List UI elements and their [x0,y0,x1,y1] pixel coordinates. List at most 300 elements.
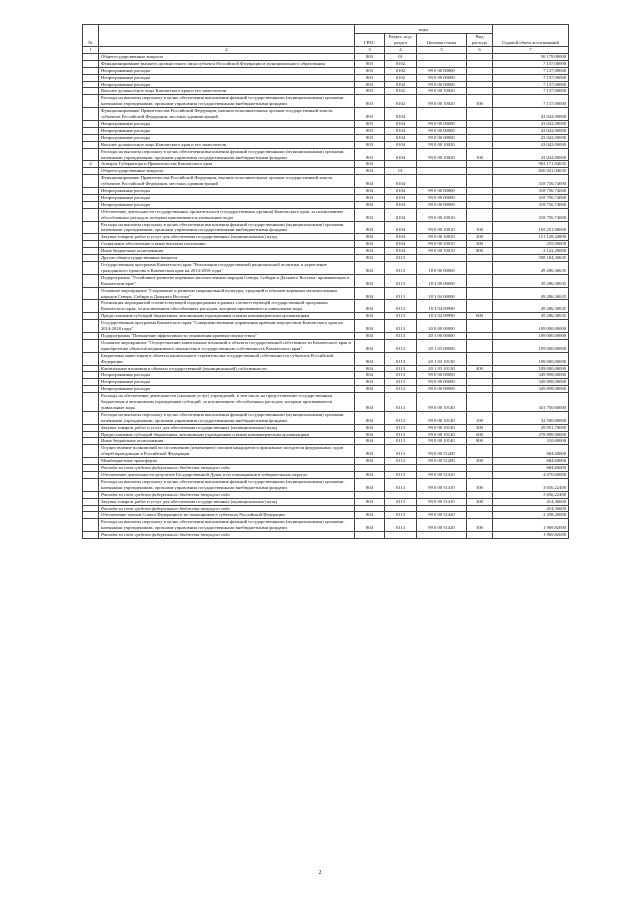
row-razdel: 0113 [385,431,417,438]
row-target-article: 99 0 00 10010 [417,241,467,248]
row-target-article: 20 1 00 00000 [417,332,467,339]
row-target-article: 99 0 00 00000 [417,134,467,141]
row-razdel: 0102 [385,95,417,108]
row-expense-type [467,262,493,275]
row-razdel [385,491,417,498]
row-razdel: 0113 [385,458,417,465]
row-expense-type [467,532,493,539]
row-grbs: 804 [355,512,385,519]
column-number: 1 [83,47,99,54]
row-amount: 43 042,00000 [493,134,569,141]
row-amount: 7 137,00000 [493,74,569,81]
row-amount: 49 286,30635 [493,300,569,313]
table-row [83,234,569,241]
row-grbs: 804 [355,161,385,168]
row-number [83,74,99,81]
row-razdel: 0113 [385,445,417,458]
row-grbs: 804 [355,168,385,175]
table-row [83,332,569,339]
row-target-article: 99 0 00 00000 [417,379,467,386]
table-row [83,161,569,168]
row-number [83,67,99,74]
row-target-article [417,465,467,472]
table-row [83,201,569,208]
row-target-article: 18 0 00 00000 [417,262,467,275]
row-target-article: 99 0 00 51420 [417,512,467,519]
table-row [83,491,569,498]
row-name: Капитальные вложения в объекты государственной (муниципальной) собственности [99,365,355,372]
row-target-article: 99 0 00 00000 [417,81,467,88]
table-row [83,53,569,60]
row-number [83,234,99,241]
row-number [83,88,99,95]
row-razdel: 0104 [385,241,417,248]
row-name: Непрограммные расходы [99,67,355,74]
row-target-article: 99 0 00 10140 [417,411,467,424]
table-row [83,386,569,393]
row-expense-type: 100 [467,221,493,234]
row-amount: 1 969,82000 [493,532,569,539]
row-amount: 49 286,30635 [493,287,569,300]
row-name: Обеспечение деятельности депутатов Государственной Думы и их помощников в избирательных округах [99,472,355,479]
row-number [83,81,99,88]
row-grbs: 804 [355,393,385,412]
table-row [83,241,569,248]
row-expense-type [467,188,493,195]
row-amount: 349 898,00000 [493,379,569,386]
row-razdel: 0113 [385,411,417,424]
row-target-article [417,168,467,175]
row-expense-type: 200 [467,234,493,241]
table-row [83,313,569,320]
row-target-article: 20 1 03 10130 [417,365,467,372]
row-target-article [417,53,467,60]
row-number [83,120,99,127]
row-name: Непрограммные расходы [99,201,355,208]
row-razdel: 0104 [385,188,417,195]
row-amount: 318 756,74000 [493,188,569,195]
row-amount: 7 137,00000 [493,60,569,67]
row-name: Расходы за счет средств федерального бюджета текущего года [99,505,355,512]
table-row [83,127,569,134]
row-name: Закупка товаров, работ и услуг для обеспечения государственных (муниципальных) нужд [99,424,355,431]
row-amount: 29 951,70000 [493,424,569,431]
table-row [83,175,569,188]
row-grbs: 803 [355,127,385,134]
row-grbs: 804 [355,445,385,458]
row-number [83,201,99,208]
row-amount: 32 590,00000 [493,411,569,424]
row-expense-type [467,81,493,88]
table-row [83,248,569,255]
row-expense-type [467,505,493,512]
row-number [83,438,99,445]
row-target-article: 18 3 00 00000 [417,274,467,287]
row-razdel: 0113 [385,365,417,372]
row-amount: 684,60000 [493,445,569,458]
row-expense-type [467,274,493,287]
row-target-article: 99 0 00 10010 [417,208,467,221]
row-target-article [417,255,467,262]
row-grbs: 804 [355,175,385,188]
row-number [83,175,99,188]
row-expense-type: 200 [467,424,493,431]
row-razdel: 0113 [385,379,417,386]
row-name: Основное мероприятие "Сохранение и развитие национальной культуры, традиций и обычаев коренных малочисленных народов Севера, Сибири и Дальнего Востока" [99,287,355,300]
row-amount: 43 042,00000 [493,127,569,134]
budget-table [82,24,569,539]
row-number [83,519,99,532]
row-target-article: 20 1 03 00000 [417,339,467,352]
row-target-article [417,505,467,512]
header-target-article: Целевая статья [417,34,467,47]
table-row [83,320,569,333]
row-razdel: 0104 [385,134,417,141]
row-amount: 310,00000 [493,438,569,445]
row-grbs [355,532,385,539]
row-target-article: 99 0 00 10020 [417,141,467,148]
row-razdel: 0104 [385,208,417,221]
row-amount: 109 000,00000 [493,332,569,339]
row-grbs: 803 [355,95,385,108]
row-target-article: 18 3 04 00000 [417,287,467,300]
row-grbs: 803 [355,67,385,74]
row-razdel: 0113 [385,512,417,519]
row-number [83,386,99,393]
row-target-article: 99 0 00 10020 [417,95,467,108]
table-row [83,458,569,465]
row-grbs: 804 [355,386,385,393]
row-name: Основное мероприятие "Осуществление капитальных вложений в объекты государственной собственности Камчатского края и приобретение объектов недвижимого имущества в государственную собственность Камчатского края" [99,339,355,352]
row-expense-type [467,445,493,458]
row-name: Непрограммные расходы [99,386,355,393]
row-amount: 349 898,00000 [493,386,569,393]
row-name: Расходы на выплаты персоналу в целях обеспечения выполнения функций государственными (муниципальными) органами, казенными учреждениями, органами управления государственными внебюджетными фондами [99,95,355,108]
row-expense-type [467,332,493,339]
row-target-article: 99 0 00 10010 [417,248,467,255]
row-expense-type [467,134,493,141]
row-number [83,194,99,201]
row-amount: 2 298,20000 [493,512,569,519]
row-number [83,141,99,148]
row-razdel: 0104 [385,221,417,234]
table-row [83,498,569,505]
row-razdel: 01 [385,168,417,175]
row-expense-type [467,386,493,393]
row-name: Непрограммные расходы [99,188,355,195]
row-number [83,241,99,248]
row-name: Социальное обеспечение и иные выплаты населению [99,241,355,248]
row-name: Закупка товаров, работ и услуг для обеспечения государственных (муниципальных) нужд [99,234,355,241]
row-number [83,255,99,262]
row-target-article: 99 0 00 10020 [417,148,467,161]
row-number [83,208,99,221]
row-name: Бюджетные инвестиции в объекты капитального строительства государственной собственности субъектов Российской Федерации [99,352,355,365]
row-name: Расходы на выплаты персоналу в целях обеспечения выполнения функций государственными (муниципальными) органами, казенными учреждениями, органами управления государственными внебюджетными фондами [99,411,355,424]
row-target-article: 18 3 04 09990 [417,313,467,320]
row-expense-type: 100 [467,478,493,491]
table-row [83,512,569,519]
row-name: Непрограммные расходы [99,134,355,141]
header-number: № [83,25,99,47]
row-grbs: 804 [355,188,385,195]
row-target-article: 99 0 00 00000 [417,372,467,379]
row-expense-type [467,108,493,121]
row-target-article: 99 0 00 51410 [417,498,467,505]
row-target-article [417,532,467,539]
row-razdel: 0113 [385,255,417,262]
row-name: Подпрограмма "Устойчивое развитие коренных малочисленных народов Севера, Сибири и Дальнего Востока, проживающих в Камчатском крае" [99,274,355,287]
row-razdel: 0113 [385,478,417,491]
table-row [83,365,569,372]
row-target-article [417,175,467,188]
row-amount: 1 969,82000 [493,519,569,532]
header-expense-type: Вид расхода [467,34,493,47]
row-name: Высшее должностное лицо Камчатского края и его заместители [99,88,355,95]
row-number [83,60,99,67]
row-grbs [355,505,385,512]
table-row [83,60,569,67]
row-target-article: 99 0 00 10010 [417,234,467,241]
row-razdel: 0113 [385,498,417,505]
table-row [83,95,569,108]
table-row [83,472,569,479]
row-name: Общегосударственные вопросы [99,168,355,175]
row-expense-type [467,352,493,365]
row-target-article: 99 0 00 10010 [417,221,467,234]
row-name: Непрограммные расходы [99,74,355,81]
row-grbs: 804 [355,372,385,379]
row-number [83,512,99,519]
row-target-article: 99 0 00 00000 [417,201,467,208]
row-grbs: 804 [355,498,385,505]
row-expense-type: 800 [467,438,493,445]
row-target-article: 99 0 00 00000 [417,120,467,127]
row-razdel: 0104 [385,141,417,148]
row-grbs: 804 [355,438,385,445]
row-number [83,431,99,438]
column-number: 4 [385,47,417,54]
row-expense-type: 400 [467,365,493,372]
table-row [83,120,569,127]
row-expense-type [467,491,493,498]
row-name: Расходы за счет средств федерального бюджета текущего года [99,491,355,498]
row-expense-type [467,194,493,201]
budget-page [82,24,568,539]
row-grbs: 804 [355,241,385,248]
row-number [83,221,99,234]
row-expense-type: 600 [467,431,493,438]
row-name: Высшее должностное лицо Камчатского края и его заместители [99,141,355,148]
row-number [83,53,99,60]
table-row [83,465,569,472]
row-target-article: 20 1 03 10130 [417,352,467,365]
row-name: Непрограммные расходы [99,127,355,134]
row-grbs: 804 [355,411,385,424]
row-razdel: 0102 [385,88,417,95]
row-expense-type: 200 [467,498,493,505]
row-grbs: 804 [355,478,385,491]
row-number [83,491,99,498]
table-body [83,53,569,538]
row-amount: 508 184,30635 [493,255,569,262]
row-target-article: 99 0 00 00000 [417,74,467,81]
row-expense-type [467,161,493,168]
row-grbs: 804 [355,221,385,234]
row-number [83,393,99,412]
row-number [83,498,99,505]
column-number: 2 [99,47,355,54]
row-amount: 318 756,74000 [493,175,569,188]
table-row [83,505,569,512]
row-number [83,287,99,300]
row-target-article: 99 0 00 00000 [417,194,467,201]
row-expense-type [467,287,493,300]
row-name: Обеспечение членов Совета Федерации и их помощников в субъектах Российской Федерации [99,512,355,519]
row-name: Другие общегосударственные вопросы [99,255,355,262]
table-row [83,188,569,195]
row-expense-type: 100 [467,411,493,424]
row-grbs: 804 [355,365,385,372]
row-number [83,300,99,313]
row-grbs: 803 [355,74,385,81]
row-name: Аппарат Губернатора и Правительства Камчатского края [99,161,355,168]
row-name: Расходы на выплаты персоналу в целях обеспечения выполнения функций государственными (муниципальными) органами, казенными учреждениями, органами управления государственными внебюджетными фондами [99,221,355,234]
row-amount: 318 756,74000 [493,194,569,201]
row-expense-type [467,465,493,472]
row-amount: 43 042,00000 [493,120,569,127]
row-number [83,472,99,479]
row-number [83,424,99,431]
row-grbs: 804 [355,313,385,320]
row-name: Расходы на выплаты персоналу в целях обеспечения выполнения функций государственными (муниципальными) органами, казенными учреждениями, органами управления государственными внебюджетными фондами [99,519,355,532]
row-razdel: 01 [385,53,417,60]
row-razdel: 0113 [385,332,417,339]
row-amount: 255,00000 [493,241,569,248]
row-grbs [355,465,385,472]
row-number [83,339,99,352]
row-amount: 684,60000 [493,465,569,472]
row-grbs: 803 [355,148,385,161]
row-expense-type: 500 [467,458,493,465]
row-expense-type [467,472,493,479]
row-target-article: 99 0 00 51200 [417,445,467,458]
row-razdel: 0104 [385,201,417,208]
table-row [83,141,569,148]
row-number [83,108,99,121]
table-row [83,300,569,313]
row-amount: 341 750,60000 [493,393,569,412]
row-razdel: 0113 [385,372,417,379]
column-number: 3 [355,47,385,54]
row-amount: 826 941,04635 [493,168,569,175]
row-amount: 109 000,00000 [493,365,569,372]
row-razdel: 0113 [385,262,417,275]
row-grbs: 804 [355,379,385,386]
row-target-article: 99 0 00 51420 [417,519,467,532]
row-expense-type [467,120,493,127]
table-row [83,445,569,458]
row-amount: 109 000,00000 [493,320,569,333]
row-amount: 43 042,00000 [493,148,569,161]
row-grbs: 804 [355,208,385,221]
row-amount: 49 286,30635 [493,274,569,287]
row-number [83,168,99,175]
row-number [83,274,99,287]
row-number [83,313,99,320]
row-target-article [417,491,467,498]
row-name: Непрограммные расходы [99,194,355,201]
row-number [83,445,99,458]
row-number [83,465,99,472]
row-number [83,262,99,275]
row-expense-type [467,320,493,333]
row-razdel: 0113 [385,287,417,300]
row-amount: 49 286,30635 [493,262,569,275]
row-amount: 43 042,00000 [493,108,569,121]
row-expense-type: 600 [467,313,493,320]
table-row [83,74,569,81]
table-row [83,221,569,234]
row-razdel: 0102 [385,60,417,67]
row-razdel: 0113 [385,519,417,532]
row-expense-type [467,141,493,148]
table-row [83,287,569,300]
page-number: 2 [318,870,322,876]
row-name: Общегосударственные вопросы [99,53,355,60]
row-name: Функционирование высшего должностного лица субъекта Российской Федерации и муниципального образования [99,60,355,67]
row-grbs: 803 [355,134,385,141]
row-name: Функционирование Правительства Российской Федерации, высших исполнительных органов государственной власти субъектов Российской Федерации, местных администраций [99,175,355,188]
table-row [83,478,569,491]
table-row [83,379,569,386]
row-name: Расходы за счет средств федерального бюджета текущего года [99,532,355,539]
row-amount: 318 756,74000 [493,208,569,221]
row-amount: 151 128,44809 [493,234,569,241]
row-amount: 684,60000 [493,458,569,465]
row-amount: 4 070,60000 [493,472,569,479]
row-razdel: 0102 [385,81,417,88]
row-razdel: 0113 [385,320,417,333]
row-amount: 963 171,84635 [493,161,569,168]
header-total: Годовой объем ассигнований [493,25,569,47]
row-grbs [355,491,385,498]
row-number [83,148,99,161]
row-razdel [385,465,417,472]
row-razdel: 0113 [385,393,417,412]
table-header [83,25,569,54]
table-row [83,393,569,412]
row-grbs: 804 [355,194,385,201]
row-razdel: 0104 [385,148,417,161]
row-razdel: 0104 [385,248,417,255]
row-amount: 7 137,00000 [493,88,569,95]
row-expense-type [467,208,493,221]
row-expense-type [467,175,493,188]
table-row [83,208,569,221]
row-expense-type [467,300,493,313]
row-target-article [417,60,467,67]
header-codes: коды [355,25,493,34]
row-target-article: 99 0 00 51200 [417,458,467,465]
row-amount: 2 122,29000 [493,248,569,255]
row-target-article: 99 0 00 10020 [417,88,467,95]
row-grbs: 804 [355,274,385,287]
row-expense-type: 100 [467,95,493,108]
row-expense-type [467,255,493,262]
row-expense-type [467,379,493,386]
row-grbs: 803 [355,141,385,148]
